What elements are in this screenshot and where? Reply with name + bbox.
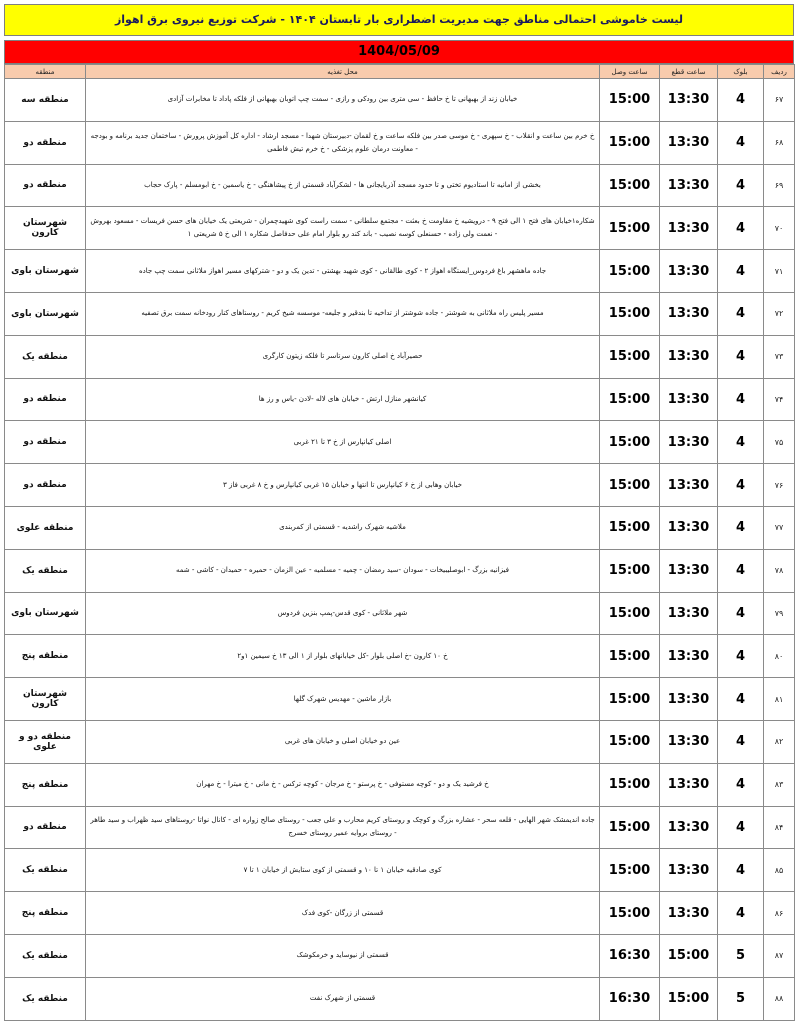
area-cell: منطقه پنج	[5, 635, 86, 678]
connect-time-cell: 15:00	[600, 378, 660, 421]
row-number-cell: ۸۵	[764, 849, 795, 892]
connect-time-cell: 15:00	[600, 79, 660, 122]
cut-time-cell: 13:30	[660, 892, 718, 935]
feed-location-cell: قسمتی از نیوساید و خرمکوشک	[86, 934, 600, 977]
block-cell: 4	[718, 121, 764, 164]
connect-time-cell: 15:00	[600, 250, 660, 293]
connect-time-cell: 15:00	[600, 763, 660, 806]
row-number-cell: ۷۵	[764, 421, 795, 464]
table-row	[5, 592, 795, 635]
table-row	[5, 635, 795, 678]
cut-time-cell: 13:30	[660, 79, 718, 122]
area-cell: منطقه یک	[5, 335, 86, 378]
row-number-cell: ۷۷	[764, 506, 795, 549]
area-cell: شهرستان باوی	[5, 592, 86, 635]
connect-time-cell: 15:00	[600, 464, 660, 507]
table-header-row	[5, 65, 795, 79]
connect-time-cell: 15:00	[600, 592, 660, 635]
table-row	[5, 763, 795, 806]
table-row	[5, 892, 795, 935]
date-banner: 1404/05/09	[4, 40, 794, 64]
table-row	[5, 806, 795, 849]
cut-time-cell: 13:30	[660, 806, 718, 849]
connect-time-cell: 15:00	[600, 292, 660, 335]
area-cell: منطقه یک	[5, 977, 86, 1020]
block-cell: 5	[718, 977, 764, 1020]
cut-time-cell: 13:30	[660, 592, 718, 635]
feed-location-cell: جاده اندیمشک شهر الهایی - قلعه سحر - عشاره بزرگ و کوچک و روستای کریم محارب و علی جعب - روستای صالح زواره ای - کانال نواتا -روستاهای سید ظهراب و سید طاهر - روستای بروایه عمیر روستای خسرج	[86, 806, 600, 849]
block-cell: 4	[718, 892, 764, 935]
area-cell: شهرستان کارون	[5, 678, 86, 721]
area-cell: منطقه دو	[5, 806, 86, 849]
block-cell: 4	[718, 506, 764, 549]
feed-location-cell: جاده ماهشهر باغ فردوس_ایستگاه اهواز ۲ - کوی طالقانی - کوی شهید بهشتی - تدین یک و دو - شترکهای مسیر اهواز ملاثانی سمت چپ جاده	[86, 250, 600, 293]
feed-location-cell: بازار ماشین - مهدیس شهرک گلها	[86, 678, 600, 721]
area-cell: منطقه پنج	[5, 892, 86, 935]
row-number-cell: ۸۶	[764, 892, 795, 935]
row-number-cell: ۸۷	[764, 934, 795, 977]
block-cell: 5	[718, 934, 764, 977]
row-number-cell: ۸۰	[764, 635, 795, 678]
cut-time-cell: 13:30	[660, 250, 718, 293]
feed-location-cell: خ فرشید یک و دو - کوچه مستوفی - خ پرستو - خ مرجان - کوچه ترکس - خ مانی - خ میترا - خ مهران	[86, 763, 600, 806]
feed-location-cell: بخشی از امانیه تا استادیوم تختی و تا حدود مسجد آذربایجانی ها - لشکرآباد قسمتی از خ پیشاهنگی - خ یاسمین - خ ابومسلم - پارک حجاب	[86, 164, 600, 207]
area-cell: منطقه دو	[5, 421, 86, 464]
area-cell: منطقه دو	[5, 164, 86, 207]
outage-table	[4, 64, 795, 1021]
table-row	[5, 121, 795, 164]
row-number-cell: ۸۲	[764, 720, 795, 763]
table-body	[5, 79, 795, 1021]
connect-time-cell: 15:00	[600, 421, 660, 464]
block-cell: 4	[718, 207, 764, 250]
block-cell: 4	[718, 335, 764, 378]
cut-time-cell: 13:30	[660, 635, 718, 678]
cut-time-cell: 15:00	[660, 977, 718, 1020]
feed-location-cell: شهر ملاثانی - کوی قدس-پمپ بنزین فردوس	[86, 592, 600, 635]
cut-time-cell: 13:30	[660, 763, 718, 806]
area-cell: منطقه یک	[5, 549, 86, 592]
cut-time-cell: 13:30	[660, 335, 718, 378]
block-cell: 4	[718, 292, 764, 335]
feed-location-cell: اصلی کیانپارس از خ ۳ تا ۲۱ غربی	[86, 421, 600, 464]
feed-location-cell: خ خرم بین ساعت و انقلاب - خ سپهری - خ موسی صدر بین فلکه ساعت و خ لقمان -دبیرستان شهدا - مسجد ارشاد - اداره کل آموزش پرورش - ساختمان جدید برنامه و بودجه - معاونت درمان علوم پزشکی - خ خرم تیش فاطمی	[86, 121, 600, 164]
connect-time-cell: 15:00	[600, 506, 660, 549]
connect-time-cell: 16:30	[600, 934, 660, 977]
area-cell: منطقه دو	[5, 121, 86, 164]
area-cell: شهرستان باوی	[5, 292, 86, 335]
connect-time-cell: 15:00	[600, 164, 660, 207]
area-cell: منطقه دو و علوی	[5, 720, 86, 763]
connect-time-cell: 15:00	[600, 806, 660, 849]
area-cell: شهرستان کارون	[5, 207, 86, 250]
area-cell: منطقه علوی	[5, 506, 86, 549]
connect-time-cell: 15:00	[600, 549, 660, 592]
table-row	[5, 378, 795, 421]
feed-location-cell: خیابان زند از بهبهانی تا خ حافظ - سی متری بین رودکی و رازی - سمت چپ اتوبان بهبهانی از فلکه پاداد تا مخابرات آزادی	[86, 79, 600, 122]
row-number-cell: ۷۱	[764, 250, 795, 293]
cut-time-cell: 13:30	[660, 720, 718, 763]
area-cell: منطقه دو	[5, 464, 86, 507]
row-number-cell: ۶۸	[764, 121, 795, 164]
feed-location-cell: شکاره۱خیابان های فتح ۱ الی فتح ۹ - درویشیه خ مقاومت خ بعثت - مجتمع سلطانی - سمت راست کوی شهیدچمران - شریعتی یک خیابان های حسن فریسات - مسعود بهروش - نعمت ولی زاده - حسنعلی کوسه نصیب - باند کند رو بلوار امام علی حدفاصل شکاره ۱ الی خ ۵ شریعتی ۱	[86, 207, 600, 250]
cut-time-cell: 13:30	[660, 292, 718, 335]
feed-location-cell: قسمتی از زرگان -کوی فدک	[86, 892, 600, 935]
block-cell: 4	[718, 763, 764, 806]
table-row	[5, 292, 795, 335]
table-row	[5, 549, 795, 592]
column-header-connect-time: ساعت وصل	[600, 65, 660, 79]
column-header-cut-time: ساعت قطع	[660, 65, 718, 79]
cut-time-cell: 13:30	[660, 549, 718, 592]
table-row	[5, 678, 795, 721]
table-row	[5, 720, 795, 763]
area-cell: منطقه یک	[5, 849, 86, 892]
cut-time-cell: 13:30	[660, 678, 718, 721]
table-row	[5, 421, 795, 464]
feed-location-cell: کوی صادقیه خیابان ۱ تا ۱۰ و قسمتی از کوی ستایش از خیابان ۱ تا ۷	[86, 849, 600, 892]
feed-location-cell: فیزانیه بزرگ - ابوصلیبیخات - سودان -سید رمضان - چمیه - مسلمیه - عین الزمان - حمیره - حمیدان - کاشی - شمه	[86, 549, 600, 592]
feed-location-cell: قسمتی از شهرک نفت	[86, 977, 600, 1020]
table-row	[5, 934, 795, 977]
table-row	[5, 464, 795, 507]
table-row	[5, 335, 795, 378]
block-cell: 4	[718, 720, 764, 763]
feed-location-cell: کیانشهر منازل ارتش - خیابان های لاله -لادن -یاس و رز ها	[86, 378, 600, 421]
row-number-cell: ۷۶	[764, 464, 795, 507]
column-header-feed-location: محل تغذیه	[86, 65, 600, 79]
area-cell: شهرستان باوی	[5, 250, 86, 293]
connect-time-cell: 15:00	[600, 849, 660, 892]
block-cell: 4	[718, 164, 764, 207]
area-cell: منطقه سه	[5, 79, 86, 122]
block-cell: 4	[718, 250, 764, 293]
row-number-cell: ۶۷	[764, 79, 795, 122]
row-number-cell: ۸۴	[764, 806, 795, 849]
column-header-row-number: ردیف	[764, 65, 795, 79]
block-cell: 4	[718, 464, 764, 507]
row-number-cell: ۷۳	[764, 335, 795, 378]
cut-time-cell: 13:30	[660, 121, 718, 164]
table-row	[5, 250, 795, 293]
connect-time-cell: 15:00	[600, 207, 660, 250]
block-cell: 4	[718, 592, 764, 635]
row-number-cell: ۸۳	[764, 763, 795, 806]
row-number-cell: ۷۴	[764, 378, 795, 421]
row-number-cell: ۷۸	[764, 549, 795, 592]
connect-time-cell: 15:00	[600, 892, 660, 935]
feed-location-cell: حصیرآباد خ اصلی کارون سرتاسر تا فلکه زیتون کارگری	[86, 335, 600, 378]
cut-time-cell: 13:30	[660, 464, 718, 507]
row-number-cell: ۸۸	[764, 977, 795, 1020]
block-cell: 4	[718, 79, 764, 122]
column-header-block: بلوک	[718, 65, 764, 79]
table-row	[5, 849, 795, 892]
area-cell: منطقه یک	[5, 934, 86, 977]
table-row	[5, 79, 795, 122]
connect-time-cell: 15:00	[600, 720, 660, 763]
block-cell: 4	[718, 635, 764, 678]
connect-time-cell: 15:00	[600, 678, 660, 721]
column-header-area: منطقه	[5, 65, 86, 79]
row-number-cell: ۷۰	[764, 207, 795, 250]
connect-time-cell: 16:30	[600, 977, 660, 1020]
document-page	[2, 0, 799, 1024]
row-number-cell: ۶۹	[764, 164, 795, 207]
cut-time-cell: 13:30	[660, 849, 718, 892]
feed-location-cell: مسیر پلیس راه ملاثانی به شوشتر - جاده شوشتر از تداخیه تا بندقیر و جلیعه- موسسه شیخ کریم - روستاهای کنار رودخانه سمت برق تصفیه	[86, 292, 600, 335]
connect-time-cell: 15:00	[600, 121, 660, 164]
feed-location-cell: خ ۱۰ کارون -خ اصلی بلوار -کل خیابانهای بلوار از ۱ الی ۱۳ خ سیمین ۱و۲	[86, 635, 600, 678]
document-title: لیست خاموشی احتمالی مناطق جهت مدیریت اضطراری بار تابستان ۱۴۰۴ - شرکت توزیع نیروی برق اهواز	[4, 4, 794, 36]
row-number-cell: ۷۲	[764, 292, 795, 335]
table-row	[5, 977, 795, 1020]
cut-time-cell: 13:30	[660, 506, 718, 549]
table-row	[5, 164, 795, 207]
cut-time-cell: 13:30	[660, 207, 718, 250]
connect-time-cell: 15:00	[600, 335, 660, 378]
area-cell: منطقه پنج	[5, 763, 86, 806]
block-cell: 4	[718, 421, 764, 464]
cut-time-cell: 15:00	[660, 934, 718, 977]
block-cell: 4	[718, 678, 764, 721]
cut-time-cell: 13:30	[660, 164, 718, 207]
feed-location-cell: عین دو خیابان اصلی و خیابان های غربی	[86, 720, 600, 763]
block-cell: 4	[718, 378, 764, 421]
block-cell: 4	[718, 849, 764, 892]
block-cell: 4	[718, 806, 764, 849]
area-cell: منطقه دو	[5, 378, 86, 421]
connect-time-cell: 15:00	[600, 635, 660, 678]
block-cell: 4	[718, 549, 764, 592]
row-number-cell: ۷۹	[764, 592, 795, 635]
cut-time-cell: 13:30	[660, 421, 718, 464]
feed-location-cell: خیابان وهابی از خ ۶ کیانپارس تا انتها و خیابان ۱۵ غربی کیانپارس و خ ۸ غربی فاز ۳	[86, 464, 600, 507]
row-number-cell: ۸۱	[764, 678, 795, 721]
table-row	[5, 506, 795, 549]
cut-time-cell: 13:30	[660, 378, 718, 421]
feed-location-cell: ملاشیه شهرک راشدیه - قسمتی از کمربندی	[86, 506, 600, 549]
table-row	[5, 207, 795, 250]
